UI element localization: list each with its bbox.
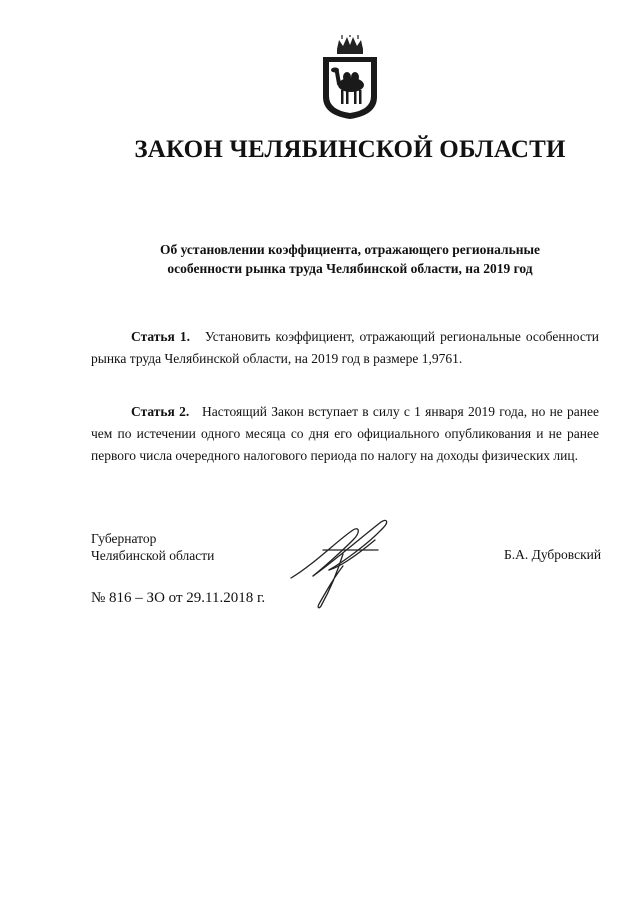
law-subject-line-1: Об установлении коэффициента, отражающего региональные [159, 242, 541, 257]
handwritten-signature [283, 510, 403, 610]
law-number-date: № 816 – ЗО от 29.11.2018 г. [91, 590, 266, 606]
signatory-name: Б.А. Дубровский [504, 547, 602, 562]
article-1 [91, 326, 599, 370]
signatory-title-line-1: Губернатор [91, 531, 157, 546]
signatory-title [91, 530, 214, 564]
coat-of-arms-emblem [319, 35, 381, 119]
law-subject [130, 240, 570, 278]
article-2-label: Статья 2. [131, 404, 190, 419]
article-1-label: Статья 1. [131, 329, 190, 344]
article-2 [91, 401, 599, 467]
law-title: ЗАКОН ЧЕЛЯБИНСКОЙ ОБЛАСТИ [134, 136, 566, 163]
article-1-text: Установить коэффициент, отражающий региональные особенности рынка труда Челябинской области, на 2019 год в размере 1,9761. [91, 329, 600, 366]
article-2-text: Настоящий Закон вступает в силу с 1 января 2019 года, но не ранее чем по истечении одного месяца со дня его официального опубликования и не ранее первого числа очередного налогового периода по налогу на доходы физических лиц. [91, 404, 600, 463]
signatory-title-line-2: Челябинской области [91, 548, 215, 563]
law-subject-line-2: особенности рынка труда Челябинской области, на 2019 год [167, 261, 533, 276]
